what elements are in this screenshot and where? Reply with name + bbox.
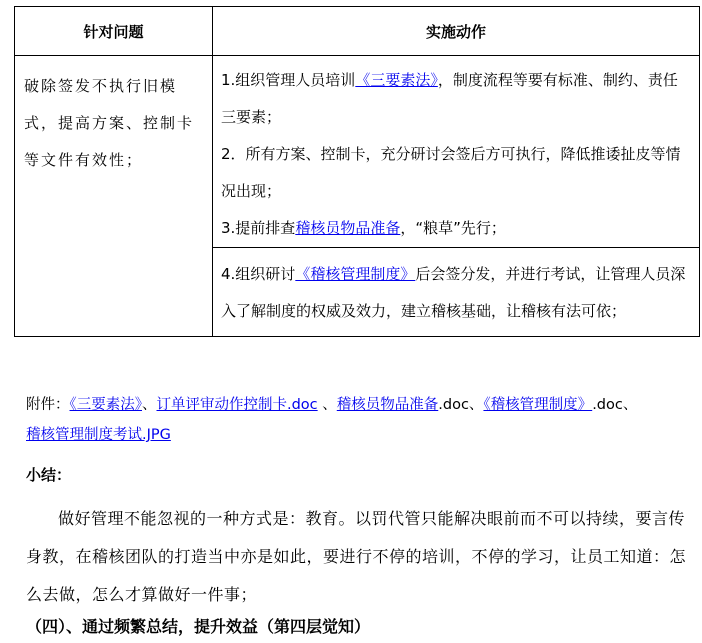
action-line-3 [221,210,691,247]
action-line-1-suffix: ，制度流程等要有标准、制约、责任三要素； [221,71,678,126]
summary-title: 小结： [26,466,72,484]
table-row [15,56,700,248]
section-heading: （四）、通过频繁总结，提升效益（第四层觉知） [26,617,371,636]
action-line-1-prefix: 1.组织管理人员培训 [221,71,356,89]
attachment-separator: 、 [142,397,157,413]
attachment-extension: .doc、 [438,397,484,413]
summary-body: 做好管理不能忽视的一种方式是：教育。以罚代管只能解决眼前而不可以持续，要言传身教，在稽核团队的打造当中亦是如此，要进行不停的培训，不停的学习，让员工知道：怎么去做，怎么才算做好一件事； [26,509,687,604]
action-line-3-suffix: ，“粮草”先行； [400,219,506,237]
link-auditor-supplies[interactable]: 稽核员物品准备 [295,219,401,237]
header-issue: 针对问题 [15,7,213,56]
attachment-link-1[interactable]: 《三要素法》 [69,397,142,413]
attachment-link-4[interactable]: 《稽核管理制度》 [483,397,593,413]
issue-cell: 破除签发不执行旧模式，提高方案、控制卡等文件有效性； [15,56,213,337]
action-line-4-suffix: 后会签分发，并进行考试，让管理人员深入了解制度的权威及效力，建立稽核基础，让稽核有法可依； [221,265,686,320]
header-action: 实施动作 [213,7,700,56]
link-audit-policy[interactable]: 《稽核管理制度》 [295,265,416,283]
attachment-link-2[interactable]: 订单评审动作控制卡.doc [156,397,318,413]
attachment-separator: 、 [317,397,337,413]
link-three-elements[interactable]: 《三要素法》 [355,71,438,89]
attachments-label: 附件： [26,397,70,413]
action-line-4 [221,256,691,330]
action-line-1 [221,62,691,136]
attachment-link-5[interactable]: 稽核管理制度考试.JPG [26,427,171,443]
plan-table [14,6,700,337]
table-header-row [15,7,700,56]
action-line-2: 2．所有方案、控制卡，充分研讨会签后方可执行，降低推诿扯皮等情况出现； [221,145,681,200]
action-line-3-prefix: 3.提前排查 [221,219,296,237]
attachment-link-3[interactable]: 稽核员物品准备 [336,397,439,413]
attachments-line [26,390,696,450]
attachment-extension: .doc、 [592,397,638,413]
action-cell-1 [213,56,700,248]
action-cell-2 [213,248,700,337]
action-line-4-prefix: 4.组织研讨 [221,265,296,283]
